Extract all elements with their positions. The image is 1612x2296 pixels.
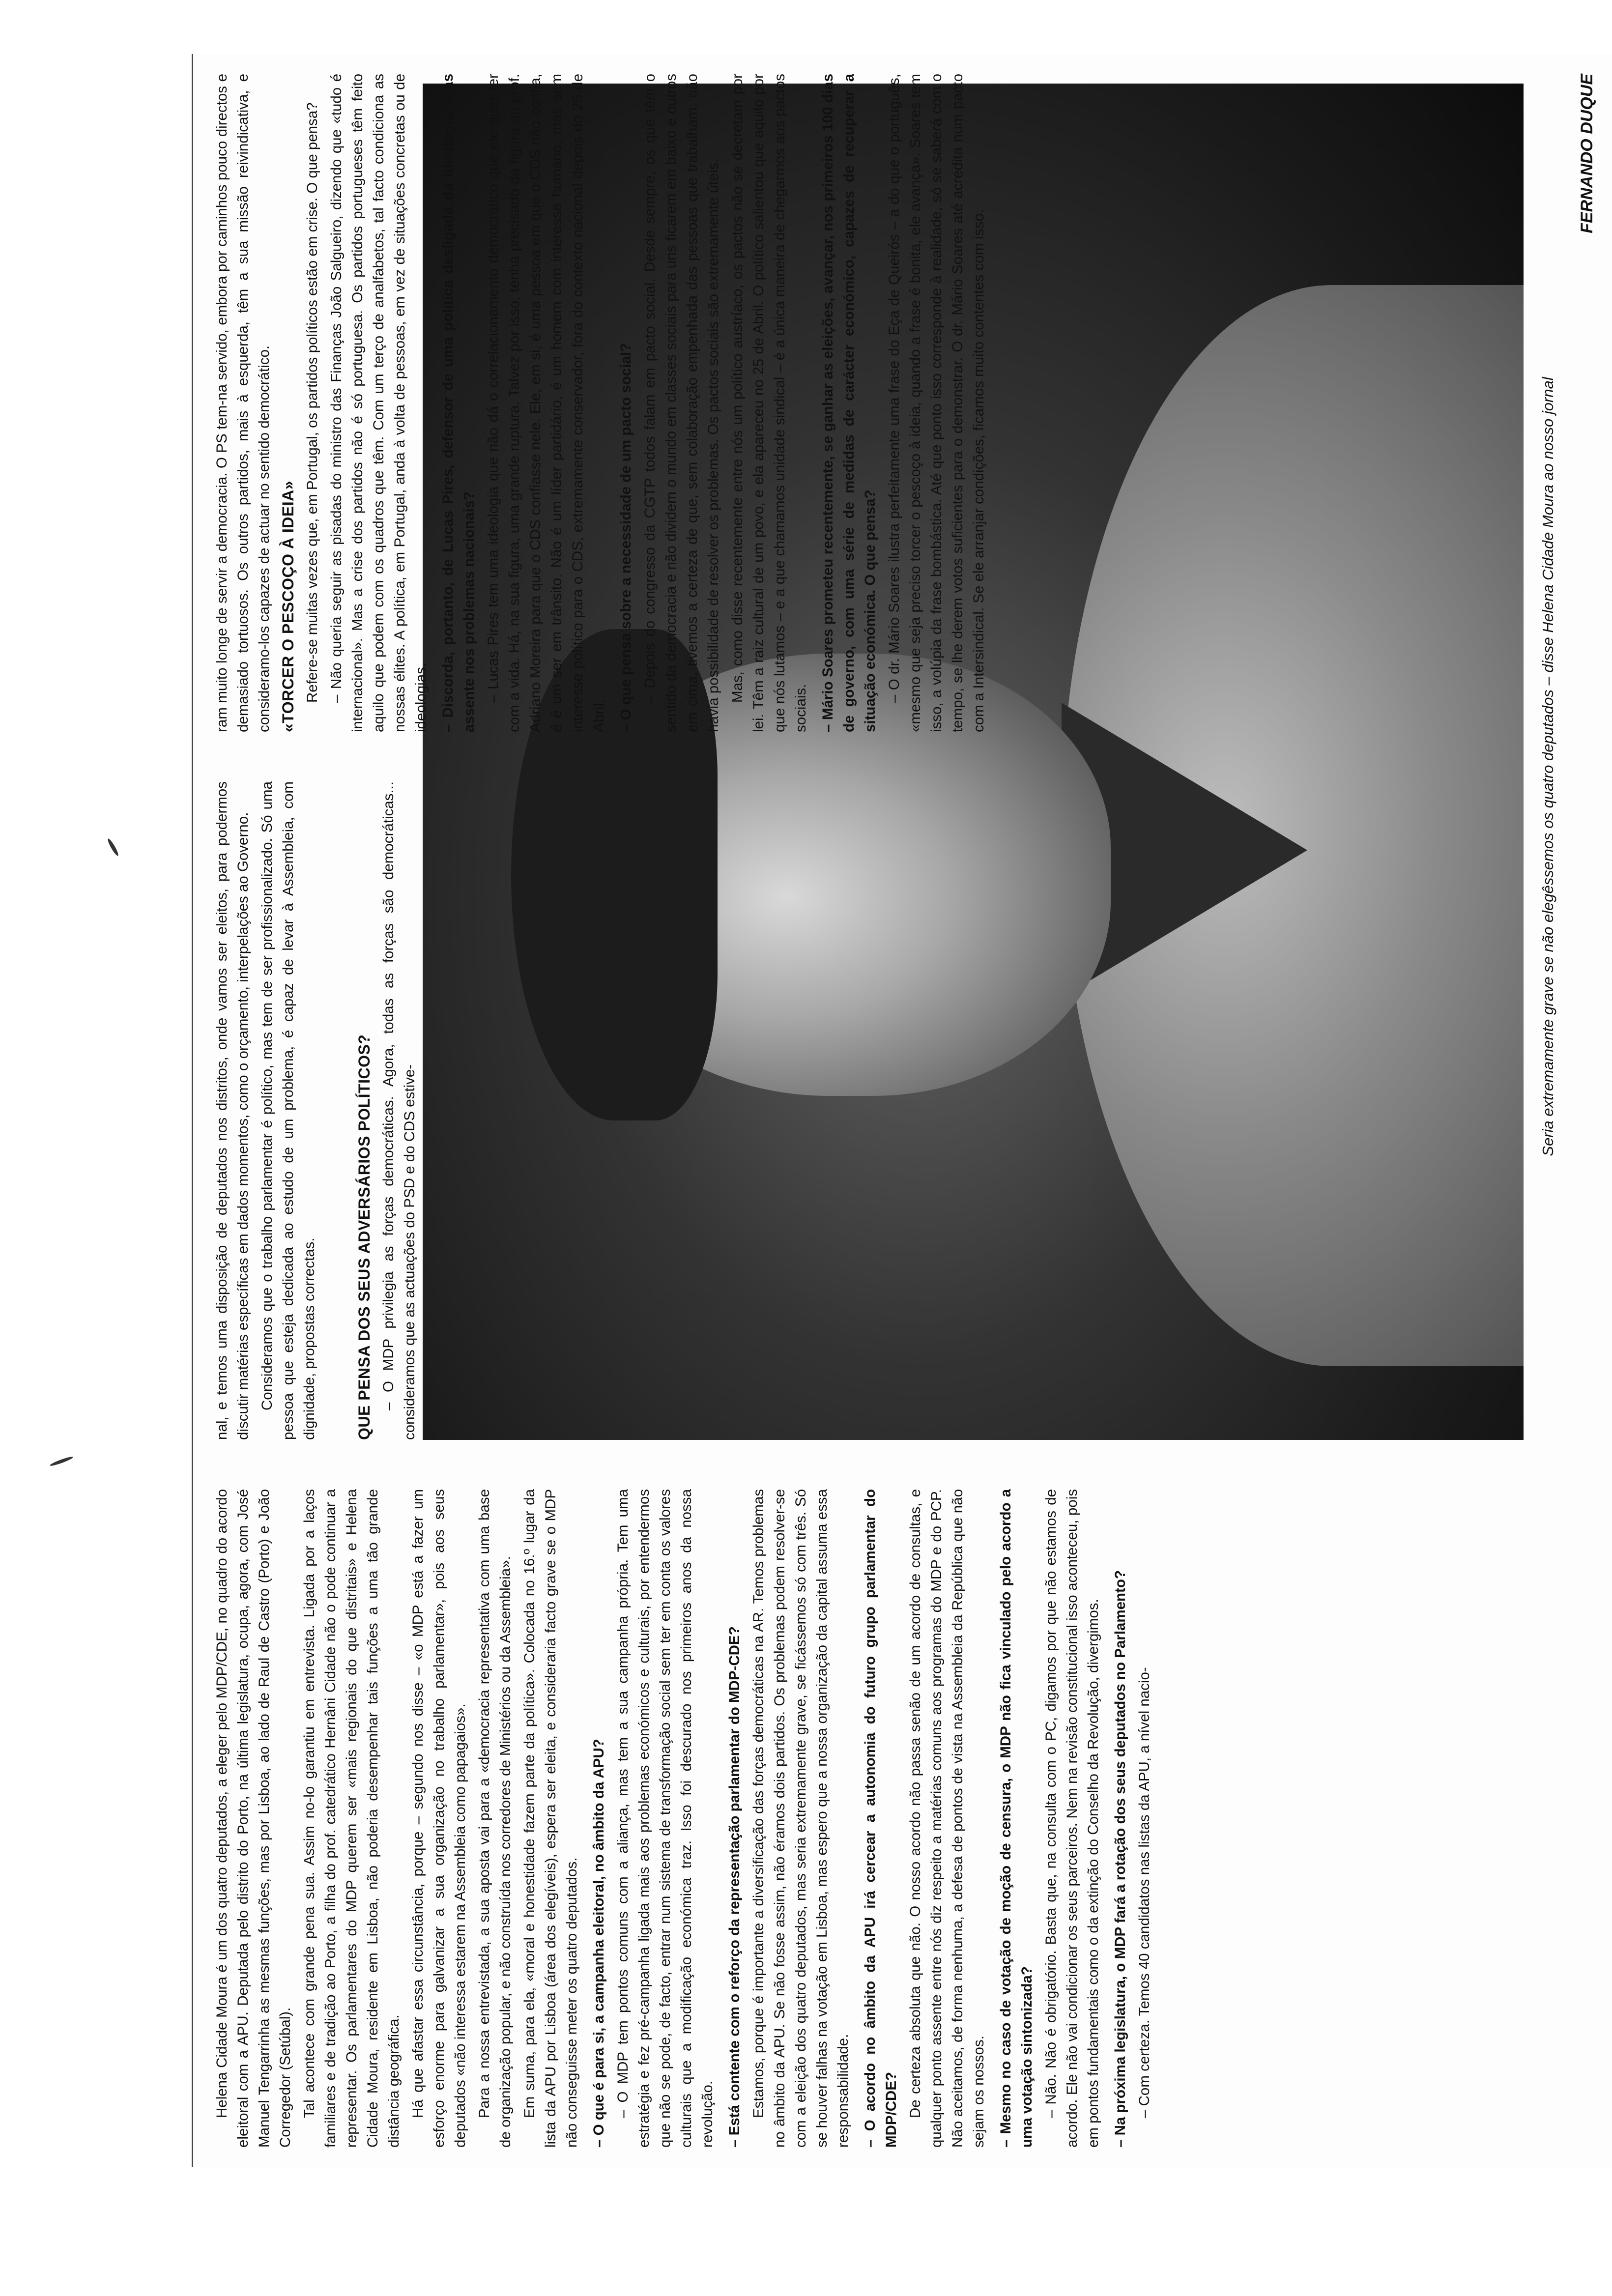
author-signature: FERNANDO DUQUE	[1578, 74, 1596, 233]
paragraph: – Com certeza. Temos 40 candidatos nas listas da APU, a nível nacio-	[1136, 1667, 1152, 2118]
paragraph: – Não. Não é obrigatório. Basta que, na consulta com o PC, digamos por que não estamos de acordo. Ele não vai condicionar os seus parceiros. Nem na revisão constitucional isso aconteceu, pois em pontos fundamentais como o da extinção do Conselho da Revolução, divergimos.	[1043, 1489, 1101, 2148]
paragraph: Mas, como disse recentemente entre nós um político austríaco, os pactos não se decretam por lei. Têm a raiz cultural de um povo, e ela apareceu no 25 de Abril. O político salientou que aquilo por que nós lutamos – e a que chamamos unidade sindical – é a única maneira de chegarmos aos pactos sociais.	[729, 74, 809, 732]
paragraph: – Depois do congresso da CGTP todos falam em pacto social. Desde sempre, os que têm o sentido da democracia e não dividem o mundo em classes sociais para uns ficarem em baixo e outros em cima, tivemos a certeza de que, sem colaboração empenhada das pessoas que trabalham, não havia possibilidade de resolver os problemas. Os pactos sociais são extremamente úteis.	[642, 74, 721, 732]
newspaper-clipping	[192, 54, 1612, 2167]
question: – Discorda, portanto, de Lucas Pires, defensor de uma política desligada da ideologia, mas assente nos problemas nacionais?	[440, 74, 477, 732]
paragraph: Há que afastar essa circunstância, porque – segundo nos disse – «o MDP está a fazer um esforço enorme para galvanizar a sua organização no trabalho parlamentar», pois aos seus deputados «não interessa estarem na Assembleia como papagaios».	[410, 1489, 468, 2148]
paragraph: ram muito longe de servir a democracia. O PS tem-na servido, embora por caminhos pouco directos e demasiado tortuosos. Os outros partidos, mais à esquerda, têm a sua missão reivindicativa, e consideramo-los capazes de actuar no sentido democrático.	[214, 74, 272, 732]
article-column-3	[211, 74, 1568, 732]
section-heading: QUE PENSA DOS SEUS ADVERSÁRIOS POLÍTICOS?	[355, 1034, 373, 1440]
article-column-2-lower	[354, 781, 423, 1440]
question: – Na próxima legislatura, o MDP fará a rotação dos seus deputados no Parlamento?	[1112, 1570, 1128, 2148]
question: – Está contente com o reforço da representação parlamentar do MDP-CDE?	[726, 1626, 743, 2148]
paragraph: – Lucas Pires tem uma ideologia que não dá o correlacionamento democrático que ele quer ter com a vida. Há, na sua figura, uma grande ruptura. Talvez por isso, tenha precisado da figura do prof. Adriano Moreira para que o CDS confiasse nele. Ele, em si, é uma pessoa em que o CDS não confia, é é um ser em trânsito. Não é um líder partidário, é um homem com interesse humano, mas sem interesse político para o CDS, extremamente conservador, fora do contexto nacional depois do 25 de Abril.	[485, 74, 607, 732]
paragraph: Consideramos que o trabalho parlamentar é político, mas tem de ser profissionalizado. Só uma pessoa que esteja dedicada ao estudo de um problema, é capaz de levar à Assembleia, com dignidade, propostas correctas.	[259, 781, 317, 1440]
question: – Mário Soares prometeu recentemente, se ganhar as eleições, avançar, nos primeiros 100 dias de governo, com uma série de medidas de carácter económico, capazes de recuperar a situação económica. O que pensa?	[820, 74, 878, 732]
section-heading: «TORCER O PESCOÇO À IDEIA»	[279, 480, 297, 732]
photo-caption: Seria extremamente grave se não elegêssemos os quatro deputados – disse Helena Cidade Moura ao nosso jornal	[1539, 377, 1556, 1156]
article-column-1	[211, 1489, 1607, 2148]
paragraph: Estamos, porque é importante a diversificação das forças democráticas na AR. Temos problemas no âmbito da APU. Se não fosse assim, não éramos dois partidos. Os problemas podem resolver-se com a eleição dos quatro deputados, mas seria extremamente grave, se ficássemos só com três. Só se houver falhas na votação em Lisboa, mas espero que a nossa organização da capital assuma essa responsabilidade.	[750, 1489, 851, 2148]
paragraph: De certeza absoluta que não. O nosso acordo não passa senão de um acordo de consultas, e qualquer ponto assente entre nós diz respeito a matérias comuns aos programas do MDP e do PCP. Não aceitamos, de forma nenhuma, a defesa de pontos de vista na Assembleia da República que não sejam os nossos.	[907, 1489, 987, 2148]
paragraph: – O MDP tem pontos comuns com a aliança, mas tem a sua campanha própria. Tem uma estratégia e fez pré-campanha ligada mais aos problemas económicos e culturais, por entendermos que não se pode, de facto, entrar num sistema de transformação social sem ter em conta os valores culturais que a modificação económica traz. Isso foi descurado nos primeiros anos da nossa revolução.	[615, 1489, 716, 2148]
paragraph: – O dr. Mário Soares ilustra perfeitamente uma frase do Eça de Queirós – a do que o português, «mesmo que seja preciso torcer o pescoço à ideia, quando a frase é bonita, ele avança». Soares tem isso, a volúpia da frase bombástica. Até que ponto isso corresponde à realidade, só se saberá com o tempo, se lhe derem votos suficientes para o demonstrar. O dr. Mário Soares até acredita num pacto com a Intersindical. Se ele arranjar condições, ficamos muito contentes com isso.	[886, 74, 987, 732]
paragraph: Refere-se muitas vezes que, em Portugal, os partidos políticos estão em crise. O que pensa?	[304, 102, 320, 703]
scan-mark	[49, 1456, 73, 1467]
paragraph: Helena Cidade Moura é um dos quatro deputados, a eleger pelo MDP/CDE, no quadro do acordo eleitoral com a APU. Deputada pelo distrito do Porto, na última legislatura, ocupa, agora, com José Manuel Tengarrinha as mesmas funções, mas por Lisboa, ao lado de Raul de Castro (Porto) e João Corregedor (Setúbal).	[214, 1489, 293, 2148]
paragraph: Em suma, para ela, «moral e honestidade fazem parte da política». Colocada no 16.º lugar da lista da APU por Lisboa (área dos elegíveis), espera ser eleita, e consideraria facto grave se o MDP não conseguisse meter os quatro deputados.	[521, 1489, 580, 2148]
question: – O que pensa sobre a necessidade de um pacto social?	[618, 343, 634, 732]
question: – O acordo no âmbito da APU irá cercear a autonomia do futuro grupo parlamentar do MDP/CDE?	[862, 1489, 899, 2148]
paragraph: Tal acontece com grande pena sua. Assim no-lo garantiu em entrevista. Ligada por a laços familiares e de tradição ao Porto, a filha do prof. catedrático Hernâni Cidade não o pode continuar a representar. Os parlamentares do MDP querem ser «mais regionais do que distritais» e Helena Cidade Moura, residente em Lisboa, não poderia desempenhar tais funções a uma tão grande distância geográfica.	[301, 1489, 402, 2148]
question: – O que é para si, a campanha eleitoral, no âmbito da APU?	[591, 1739, 607, 2148]
paragraph: nal, e temos uma disposição de deputados nos distritos, onde vamos ser eleitos, para podermos discutir matérias específicas em dados momentos, como o orçamento, interpelações ao Governo.	[214, 781, 251, 1440]
paragraph: Para a nossa entrevistada, a sua aposta vai para a «democracia representativa com uma base de organização popular, e não construída nos corredores de Ministérios ou da Assembleia».	[476, 1489, 514, 2148]
top-rule	[192, 54, 193, 2167]
scan-mark	[107, 838, 120, 857]
question: – Mesmo no caso de votação de moção de censura, o MDP não fica vinculado pelo acordo a uma votação sintonizada?	[998, 1489, 1035, 2148]
paragraph: – O MDP privilegia as forças democráticas. Agora, todas as forças são democráticas... consideramos que as actuações do PSD e do CDS estive-	[380, 781, 418, 1440]
paragraph: – Não queria seguir as pisadas do ministro das Finanças João Salgueiro, dizendo que «tudo é internacional». Mas a crise dos partidos não é só portuguesa. Os partidos portugueses têm feito aquilo que podem com os quadros que têm. Com um terço de analfabetos, tal facto condiciona as nossas élites. A política, em Portugal, anda à volta de pessoas, em vez de situações concretas ou de ideologias.	[328, 74, 429, 732]
